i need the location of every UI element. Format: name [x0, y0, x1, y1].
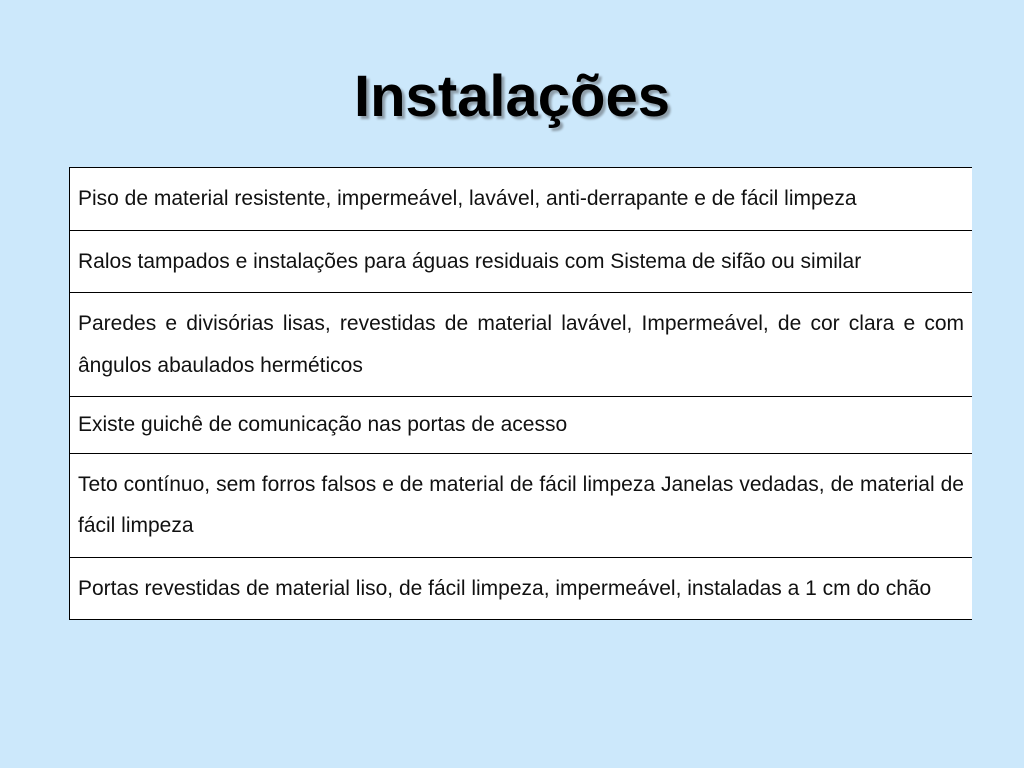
table-row: Existe guichê de comunicação nas portas de acesso — [70, 397, 972, 454]
table-row: Piso de material resistente, impermeável, lavável, anti-derrapante e de fácil limpeza — [70, 168, 972, 231]
slide-title: Instalações — [354, 64, 670, 129]
table-row: Paredes e divisórias lisas, revestidas de material lavável, Impermeável, de cor clara e com ângulos abaulados herméticos — [70, 293, 972, 397]
table-row: Teto contínuo, sem forros falsos e de material de fácil limpeza Janelas vedadas, de material de fácil limpeza — [70, 454, 972, 558]
table-row: Portas revestidas de material liso, de fácil limpeza, impermeável, instaladas a 1 cm do chão — [78, 576, 932, 600]
requirements-table — [69, 167, 972, 620]
table-row: Ralos tampados e instalações para águas residuais com Sistema de sifão ou similar — [70, 231, 972, 294]
